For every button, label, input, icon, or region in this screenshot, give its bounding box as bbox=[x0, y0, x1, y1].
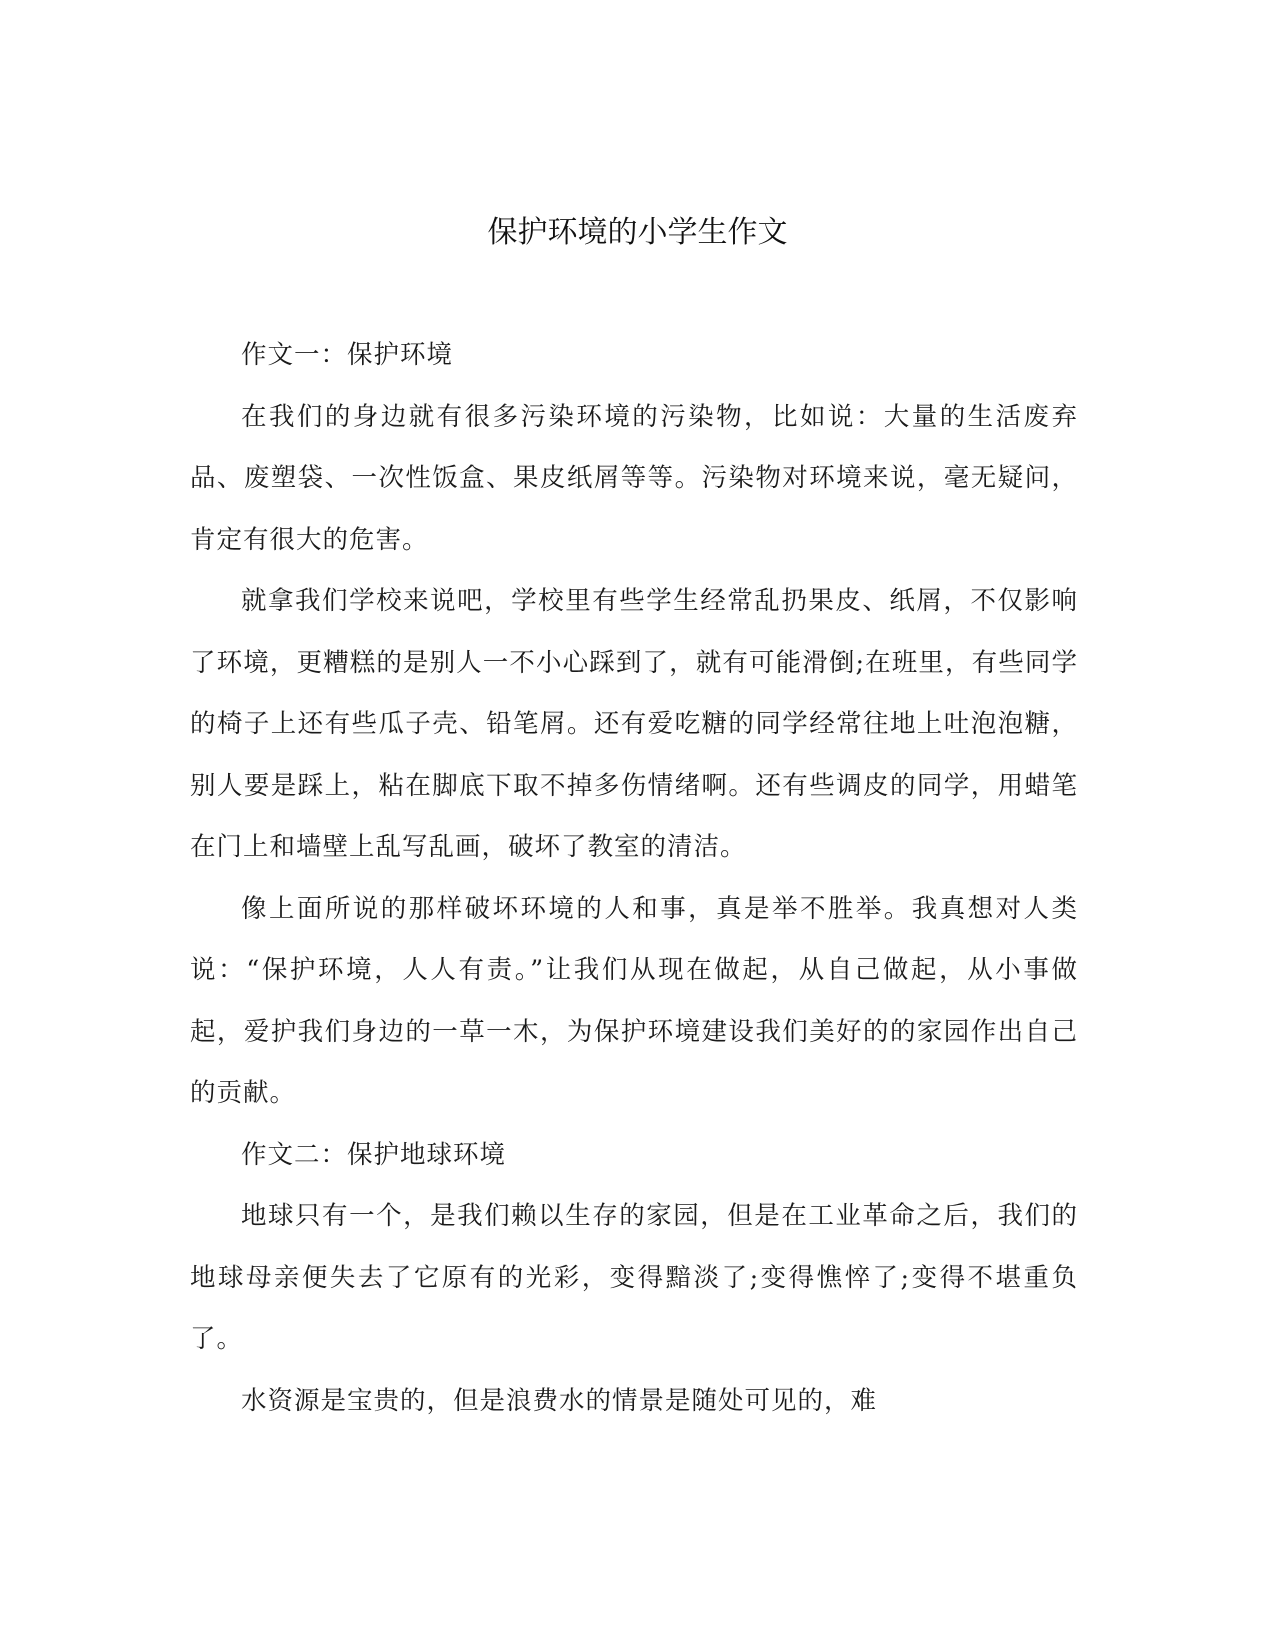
paragraph: 水资源是宝贵的，但是浪费水的情景是随处可见的，难 bbox=[241, 1385, 878, 1416]
essay-two-heading: 作文二：保护地球环境 bbox=[241, 1139, 507, 1170]
document-title: 保护环境的小学生作文 bbox=[487, 215, 788, 250]
paragraph: 地球只有一个，是我们赖以生存的家园，但是在工业革命之后，我们的地球母亲便失去了它原有的光彩，变得黯淡了;变得憔悴了;变得不堪重负了。 bbox=[190, 1201, 1078, 1354]
essay-one-heading: 作文一：保护环境 bbox=[241, 340, 454, 370]
paragraph: 像上面所说的那样破坏环境的人和事，真是举不胜举。我真想对人类说：“保护环境，人人有责。”让我们从现在做起，从自己做起，从小事做起，爱护我们身边的一草一木，为保护环境建设我们美好的的家园作出自己的贡献。 bbox=[190, 893, 1078, 1108]
paragraph: 就拿我们学校来说吧，学校里有些学生经常乱扔果皮、纸屑，不仅影响了环境，更糟糕的是别人一不小心踩到了，就有可能滑倒;在班里，有些同学的椅子上还有些瓜子壳、铅笔屑。还有爱吃糖的同学经常往地上吐泡泡糖，别人要是踩上，粘在脚底下取不掉多伤情绪啊。还有些调皮的同学，用蜡笔在门上和墙壁上乱写乱画，破坏了教室的清洁。 bbox=[190, 586, 1078, 862]
document-body bbox=[190, 325, 1078, 1432]
paragraph: 在我们的身边就有很多污染环境的污染物，比如说：大量的生活废弃品、废塑袋、一次性饭盒、果皮纸屑等等。污染物对环境来说，毫无疑问，肯定有很大的危害。 bbox=[190, 401, 1078, 555]
